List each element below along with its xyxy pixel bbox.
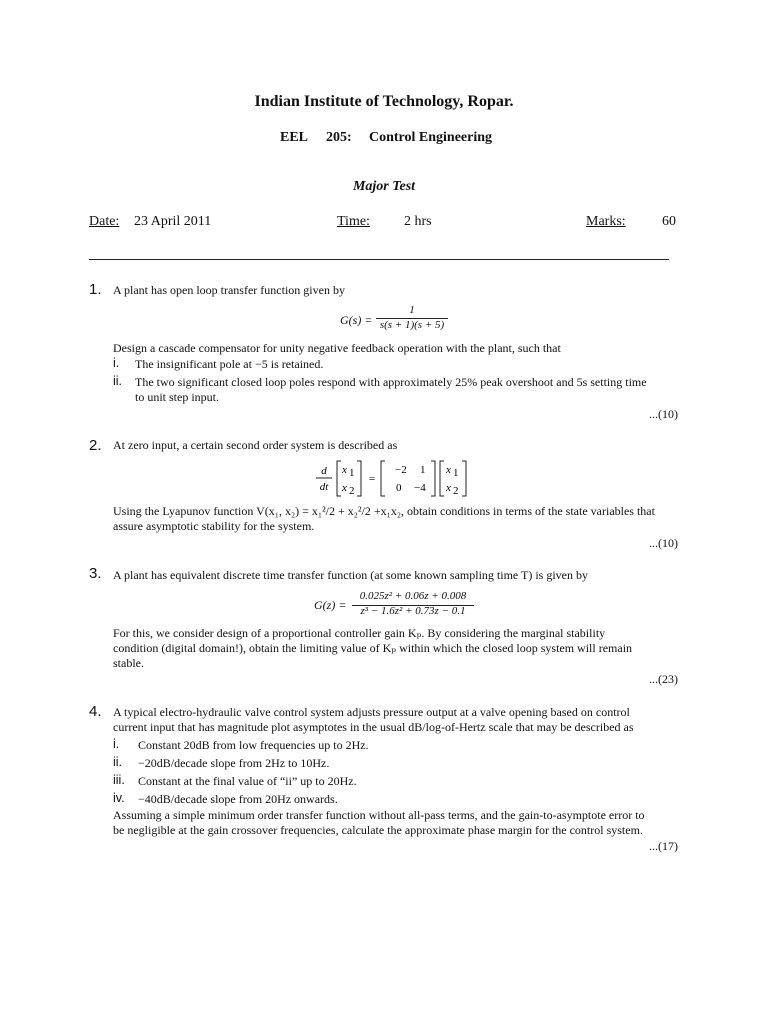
q4-item-ii-text: −20dB/decade slope from 2Hz to 10Hz. — [138, 756, 330, 770]
q2-m22: −4 — [414, 482, 426, 494]
question-2-intro: At zero input, a certain second order system is described as — [113, 438, 398, 452]
date-label: Date: — [89, 214, 120, 229]
marks-value: 60 — [662, 214, 676, 229]
q2-marks: ...(10) — [649, 536, 678, 550]
q2-m12: 1 — [420, 464, 426, 476]
q2-dt: dt — [319, 481, 329, 493]
question-4-intro-line-1: A typical electro-hydraulic valve control system adjusts pressure output at a valve opening based on control — [113, 705, 630, 719]
q2-rvec-x1: x — [446, 464, 451, 476]
q2-rvec-x2: x — [446, 482, 451, 494]
q2-m11: −2 — [395, 464, 407, 476]
question-3-body-line-2: condition (digital domain!), obtain the limiting value of Kₚ within which the closed loop system will remain — [113, 641, 633, 655]
question-4-body-line-1: Assuming a simple minimum order transfer function without all-pass terms, and the gain-to-asymptote error to — [113, 808, 645, 822]
q2-vec-x2-sub: 2 — [349, 485, 355, 497]
q1-marks: ...(10) — [649, 407, 678, 421]
q1-numerator: 1 — [409, 304, 415, 316]
question-4-number: 4. — [89, 703, 102, 720]
question-2-body-line-2: assure asymptotic stability for the system. — [113, 519, 315, 533]
header-divider — [89, 259, 669, 260]
q4-item-i-text: Constant 20dB from low frequencies up to 2Hz. — [138, 738, 369, 752]
q1-item-ii-label: ii. — [113, 374, 123, 388]
question-3-body-line-3: stable. — [113, 656, 144, 670]
time-label: Time: — [337, 214, 370, 229]
q1-item-ii-text: The two significant closed loop poles respond with approximately 25% peak overshoot and 5s setting time — [135, 375, 647, 389]
question-1-body: Design a cascade compensator for unity negative feedback operation with the plant, such that — [113, 341, 561, 355]
q2-d: d — [321, 465, 327, 477]
question-3-number: 3. — [89, 565, 102, 582]
q2-rvec-x1-sub: 1 — [453, 467, 459, 479]
q1-equation-lhs: G(s) = — [340, 313, 373, 327]
institute-title: Indian Institute of Technology, Ropar. — [254, 93, 514, 110]
q4-item-iv-text: −40dB/decade slope from 20Hz onwards. — [138, 792, 338, 806]
question-1-intro: A plant has open loop transfer function given by — [113, 283, 345, 297]
test-title: Major Test — [352, 179, 416, 194]
q4-marks: ...(17) — [649, 839, 678, 853]
date-value: 23 April 2011 — [134, 214, 212, 229]
course-name: Control Engineering — [369, 130, 493, 145]
course-code: EEL — [280, 130, 309, 145]
q3-denominator: z³ − 1.6z² + 0.73z − 0.1 — [360, 605, 466, 617]
q4-item-i-label: i. — [113, 737, 120, 751]
question-3-intro: A plant has equivalent discrete time transfer function (at some known sampling time T) is given by — [113, 568, 589, 582]
q2-state-equation — [312, 456, 482, 500]
q3-equation-lhs: G(z) = — [314, 598, 347, 612]
q2-vec-x2: x — [342, 482, 347, 494]
q1-denominator: s(s + 1)(s + 5) — [379, 319, 445, 331]
question-2-body-line-1: Using the Lyapunov function V(x₁, x₂) = x₁²/2 + x₂²/2 +x₁x₂, obtain conditions in terms of the state variables that — [113, 504, 655, 518]
time-value: 2 hrs — [404, 214, 432, 229]
q1-item-i-label: i. — [113, 356, 120, 370]
q2-equals: = — [369, 473, 376, 485]
question-4-intro-line-2: current input that has magnitude plot asymptotes in the usual dB/log-of-Hertz scale that may be described as — [113, 720, 634, 734]
question-2-number: 2. — [89, 437, 102, 454]
marks-label: Marks: — [586, 214, 626, 229]
question-3-body-line-1: For this, we consider design of a proportional controller gain Kₚ. By considering the marginal stability — [113, 626, 606, 640]
q4-item-ii-label: ii. — [113, 755, 123, 769]
q4-item-iii-label: iii. — [113, 773, 125, 787]
q2-vec-x1: x — [342, 464, 347, 476]
course-number: 205: — [326, 130, 352, 145]
q1-item-i-text: The insignificant pole at −5 is retained. — [135, 357, 324, 371]
q3-marks: ...(23) — [649, 672, 678, 686]
q1-item-ii-text-cont: to unit step input. — [135, 390, 219, 404]
q2-rvec-x2-sub: 2 — [453, 485, 459, 497]
question-1-number: 1. — [89, 281, 102, 298]
q2-m21: 0 — [396, 482, 402, 494]
q3-numerator: 0.025z² + 0.06z + 0.008 — [359, 590, 467, 602]
q2-vec-x1-sub: 1 — [349, 467, 355, 479]
q4-item-iii-text: Constant at the final value of “ii” up to 20Hz. — [138, 774, 357, 788]
question-4-body-line-2: be negligible at the gain crossover frequencies, calculate the approximate phase margin for the control system. — [113, 823, 643, 837]
q4-item-iv-label: iv. — [113, 791, 125, 805]
